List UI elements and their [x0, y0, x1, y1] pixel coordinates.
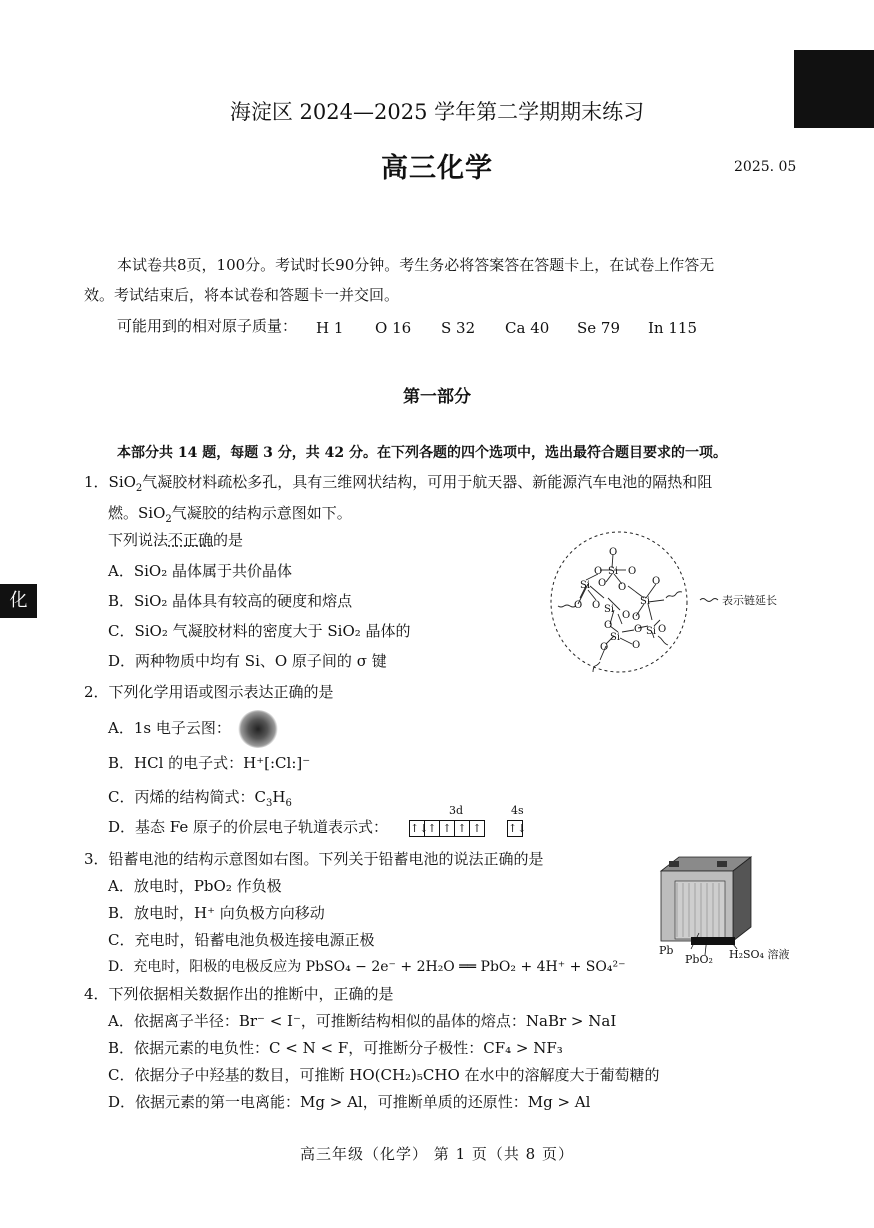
lead-acid-battery-figure	[655, 853, 795, 965]
atomic-mass-o: O 16	[375, 319, 412, 337]
svg-text:O: O	[658, 624, 667, 635]
svg-text:O: O	[592, 600, 601, 611]
exam-date: 2025. 05	[734, 159, 797, 175]
svg-text:O: O	[600, 642, 609, 653]
q1-number: 1．	[84, 473, 109, 491]
part-one-title: 第一部分	[403, 387, 471, 407]
hcl-electron-formula: H⁺[:Cl:]⁻	[243, 754, 311, 772]
q3-option-d: D．充电时，阳极的电极反应为 PbSO₄ − 2e⁻ + 2H₂O ══ PbO₂ + 4H⁺ + SO₄²⁻	[108, 959, 626, 975]
svg-text:O: O	[622, 610, 631, 621]
q4-option-c: C．依据分子中羟基的数目，可推断 HO(CH₂)₅CHO 在水中的溶解度大于葡萄糖的	[108, 1066, 660, 1084]
s-orbital-cloud-icon	[238, 710, 278, 748]
q1-stem-line-2: 燃。SiO$_2$气凝胶的结构示意图如下。	[108, 504, 352, 525]
sio2-aerogel-diagram	[548, 528, 798, 680]
subject-side-tab: 化	[0, 584, 37, 618]
exam-title: 海淀区 2024—2025 学年第二学期期末练习	[229, 100, 645, 124]
orbital-4s-boxes	[508, 818, 527, 837]
q2-option-c: C．丙烯的结构简式：$C_3H_6$	[108, 788, 292, 809]
instructions-line-2: 效。考试结束后，将本试卷和答题卡一并交回。	[84, 286, 400, 304]
svg-text:O: O	[628, 566, 637, 577]
label-h2so4: H₂SO₄ 溶液	[729, 948, 790, 961]
q2-stem: 2．下列化学用语或图示表达正确的是	[84, 683, 334, 701]
atomic-mass-se: Se 79	[577, 319, 621, 337]
orbital-box: ↑↓	[508, 822, 527, 835]
orbital-box: ↑	[439, 820, 455, 837]
atom-si: Si	[608, 566, 619, 577]
svg-text:O: O	[598, 578, 607, 589]
chain-extension-legend: 表示链延长	[722, 594, 777, 607]
orbital-3d-label: 3d	[449, 804, 464, 817]
label-pb: Pb	[659, 944, 674, 957]
orbital-box: ↑↓	[410, 822, 429, 835]
svg-text:O: O	[632, 640, 641, 651]
q3-option-c: C．充电时，铅蓄电池负极连接电源正极	[108, 931, 375, 949]
q3-option-b: B．放电时，H⁺ 向负极方向移动	[108, 904, 325, 922]
q1-question: 下列说法不正确的是	[108, 531, 244, 549]
orbital-3d-boxes	[410, 818, 485, 837]
orbital-box: ↑	[469, 820, 485, 837]
q4-option-b: B．依据元素的电负性：C < N < F，可推断分子极性：CF₄ > NF₃	[108, 1039, 563, 1057]
svg-text:O: O	[618, 582, 627, 593]
q1-option-c: C．SiO₂ 气凝胶材料的密度大于 SiO₂ 晶体的	[108, 622, 411, 640]
svg-text:O: O	[574, 600, 583, 611]
svg-text:O: O	[652, 576, 661, 587]
instructions-line-1: 本试卷共8页，100分。考试时长90分钟。考生务必将答案答在答题卡上，在试卷上作答无	[117, 256, 715, 274]
q4-stem: 4．下列依据相关数据作出的推断中，正确的是	[84, 985, 394, 1003]
orbital-box: ↑	[454, 820, 470, 837]
q4-option-d: D．依据元素的第一电离能：Mg > Al，可推断单质的还原性：Mg > Al	[108, 1093, 591, 1111]
orbital-4s-label: 4s	[511, 804, 524, 817]
orbital-box: ↑	[424, 820, 440, 837]
svg-text:O: O	[604, 620, 613, 631]
atom-o: O	[609, 547, 618, 558]
svg-text:Si: Si	[610, 632, 621, 643]
svg-text:O: O	[634, 624, 643, 635]
q1-stem-line-1: 1．SiO$_2$气凝胶材料疏松多孔，具有三维网状结构，可用于航天器、新能源汽车电池的隔热和阻	[84, 473, 713, 494]
q4-option-a: A．依据离子半径：Br⁻ < I⁻，可推断结构相似的晶体的熔点：NaBr > NaI	[108, 1012, 617, 1030]
q2-option-b: B．HCl 的电子式：H⁺[:Cl:]⁻	[108, 754, 311, 772]
atomic-mass-h: H 1	[316, 319, 344, 337]
q1-option-d: D．两种物质中均有 Si、O 原子间的 σ 键	[108, 652, 387, 670]
page-footer: 高三年级（化学） 第 1 页（共 8 页）	[300, 1145, 574, 1163]
svg-text:O: O	[632, 612, 641, 623]
atomic-mass-s: S 32	[441, 319, 476, 337]
atomic-mass-label: 可能用到的相对原子质量：	[117, 317, 298, 335]
q3-option-a: A．放电时，PbO₂ 作负极	[108, 877, 282, 895]
subject-title: 高三化学	[381, 153, 493, 184]
svg-text:Si: Si	[580, 580, 591, 591]
q1-option-b: B．SiO₂ 晶体具有较高的硬度和熔点	[108, 592, 353, 610]
atomic-mass-in: In 115	[648, 319, 697, 337]
svg-text:Si: Si	[646, 626, 657, 637]
q2-option-d: D．基态 Fe 原子的价层电子轨道表示式：	[108, 818, 389, 836]
svg-text:O: O	[594, 566, 603, 577]
atomic-mass-ca: Ca 40	[505, 319, 550, 337]
q1-emphasis: 不正确	[168, 531, 214, 549]
q3-stem: 3．铅蓄电池的结构示意图如右图。下列关于铅蓄电池的说法正确的是	[84, 850, 544, 868]
q2-option-a: A．1s 电子云图：	[108, 719, 231, 737]
q1-option-a: A．SiO₂ 晶体属于共价晶体	[108, 562, 292, 580]
label-pbo2: PbO₂	[685, 953, 713, 965]
svg-text:Si: Si	[640, 596, 651, 607]
svg-text:Si: Si	[604, 604, 615, 615]
part-one-intro: 本部分共 14 题，每题 3 分，共 42 分。在下列各题的四个选项中，选出最符合题目要求的一项。	[117, 445, 727, 461]
